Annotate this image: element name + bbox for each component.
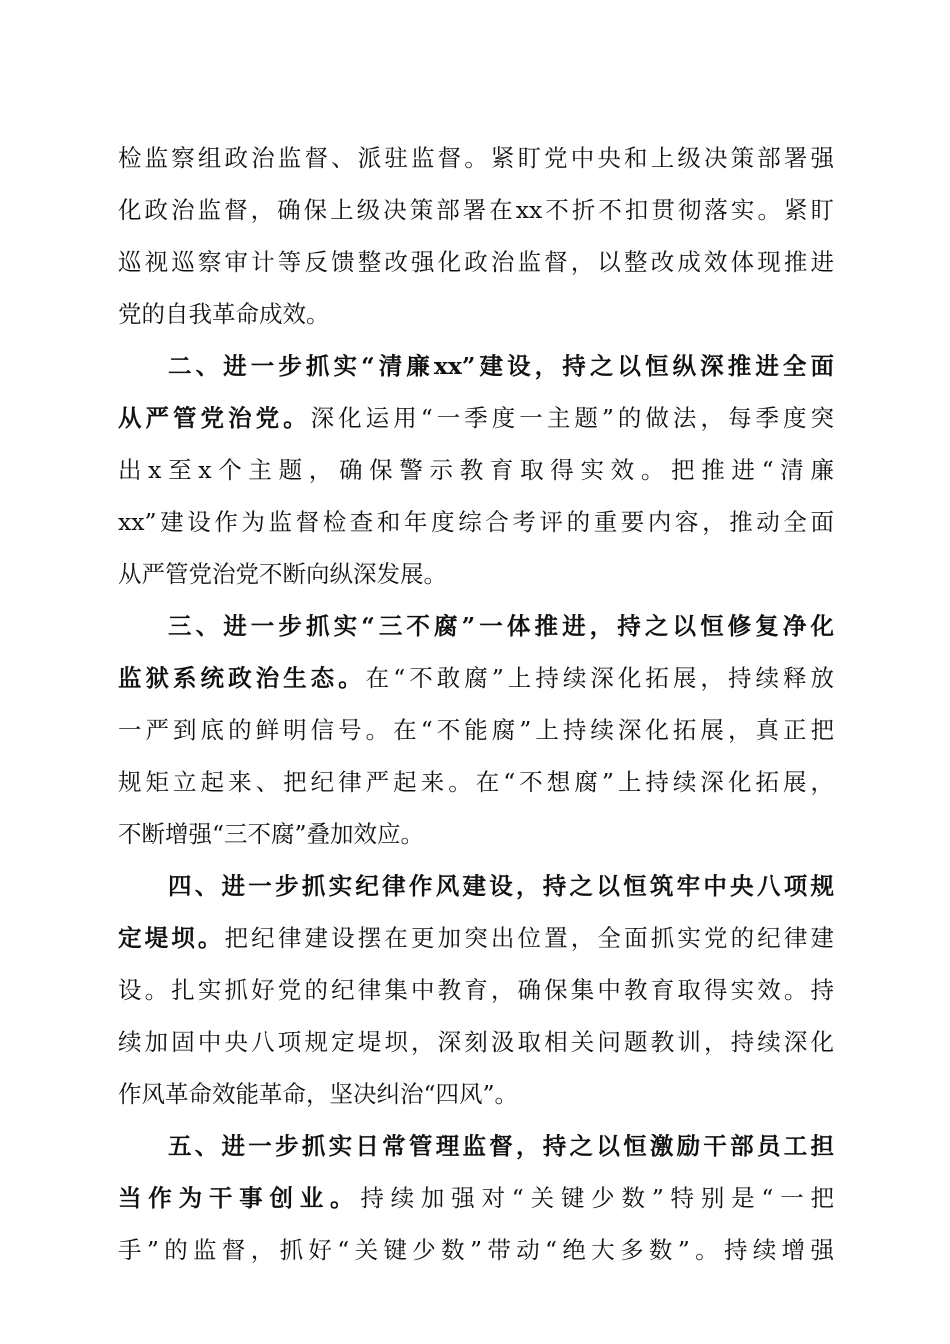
paragraph-line: 检监察组政治监督、派驻监督。紧盯党中央和上级决策部署强: [118, 144, 834, 172]
paragraph-heading-line: 四、进一步抓实纪律作风建设，持之以恒筑牢中央八项规: [168, 872, 834, 900]
paragraph-line: 出x至x个主题，确保警示教育取得实效。把推进“清廉: [118, 456, 834, 484]
paragraph-line: 巡视巡察审计等反馈整改强化政治监督，以整改成效体现推进: [118, 248, 834, 276]
paragraph-line: 监狱系统政治生态。在“不敢腐”上持续深化拓展，持续释放: [118, 664, 835, 692]
paragraph-line: 作风革命效能革命，坚决纠治“四风”。: [118, 1080, 519, 1108]
paragraph-heading-line: 五、进一步抓实日常管理监督，持之以恒激励干部员工担: [168, 1132, 834, 1160]
paragraph-line: 化政治监督，确保上级决策部署在xx不折不扣贯彻落实。紧盯: [118, 196, 834, 224]
paragraph-line: 从严管党治党不断向纵深发展。: [118, 560, 447, 588]
paragraph-line: 续加固中央八项规定堤坝，深刻汲取相关问题教训，持续深化: [118, 1028, 834, 1056]
paragraph-line: 一严到底的鲜明信号。在“不能腐”上持续深化拓展，真正把: [118, 716, 834, 744]
paragraph-line: 当作为干事创业。持续加强对“关键少数”特别是“一把: [118, 1184, 835, 1212]
paragraph-line: 规矩立起来、把纪律严起来。在“不想腐”上持续深化拓展，: [118, 768, 834, 796]
paragraph-line: 不断增强“三不腐”叠加效应。: [118, 820, 425, 848]
paragraph-line: 党的自我革命成效。: [118, 300, 330, 328]
paragraph-heading-line: 二、进一步抓实“清廉xx”建设，持之以恒纵深推进全面: [168, 352, 834, 380]
paragraph-line: 定堤坝。把纪律建设摆在更加突出位置，全面抓实党的纪律建: [118, 924, 835, 952]
paragraph-line: 设。扎实抓好党的纪律集中教育，确保集中教育取得实效。持: [118, 976, 834, 1004]
paragraph-line: 手”的监督，抓好“关键少数”带动“绝大多数”。持续增强: [118, 1236, 834, 1264]
paragraph-line: 从严管党治党。深化运用“一季度一主题”的做法，每季度突: [118, 404, 835, 432]
paragraph-line: xx”建设作为监督检查和年度综合考评的重要内容，推动全面: [118, 508, 834, 536]
paragraph-heading-line: 三、进一步抓实“三不腐”一体推进，持之以恒修复净化: [168, 612, 834, 640]
